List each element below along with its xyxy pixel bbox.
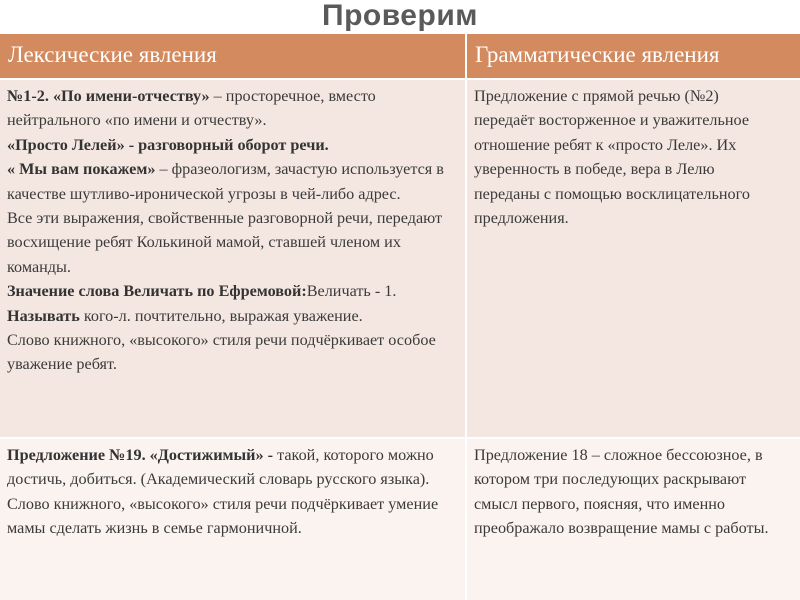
row1-grammatical-cell: Предложение с прямой речью (№2) передаёт восторженное и уважительное отношение ребят к «просто Леле». Их уверенность в победе, вера в Лелю переданы с помощью восклицательного предложения. bbox=[467, 80, 800, 437]
row1-lexical-p1: №1-2. «По имени-отчеству» – просторечное, вместо нейтрального «по имени и отчеству». bbox=[7, 87, 376, 130]
row2-lexical-cell bbox=[0, 439, 465, 600]
header-grammatical: Грамматические явления bbox=[467, 34, 800, 78]
row1-lexical-p2: «Просто Лелей» - разговорный оборот речи. bbox=[7, 135, 329, 154]
row1-lexical-p3: « Мы вам покажем» – фразеологизм, зачастую используется в качестве шутливо-иронической угрозы в чей-либо адрес. bbox=[7, 160, 444, 203]
row2-lexical-p1: Предложение №19. «Достижимый» - такой, которого можно достичь, добиться. (Академический словарь русского языка). Слово книжного, «высокого» стиля речи подчёркивает умение мамы сделать жизнь в семье гармоничной. bbox=[7, 446, 439, 538]
page-title: Проверим bbox=[322, 0, 478, 32]
row1-lexical-p5: Значение слова Величать по Ефремовой:Величать - 1. Называть кого-л. почтительно, выражая уважение. bbox=[7, 282, 397, 325]
row1-lexical-p6: Слово книжного, «высокого» стиля речи подчёркивает особое уважение ребят. bbox=[7, 331, 436, 374]
row1-lexical-cell bbox=[0, 80, 465, 437]
row1-lexical-p4: Все эти выражения, свойственные разговорной речи, передают восхищение ребят Колькиной мамой, ставшей членом их команды. bbox=[7, 209, 443, 276]
row2-grammatical-cell: Предложение 18 – сложное бессоюзное, в котором три последующих раскрывают смысл первого, поясняя, что именно преображало возвращение мамы с работы. bbox=[467, 439, 800, 600]
header-lexical: Лексические явления bbox=[0, 34, 465, 78]
